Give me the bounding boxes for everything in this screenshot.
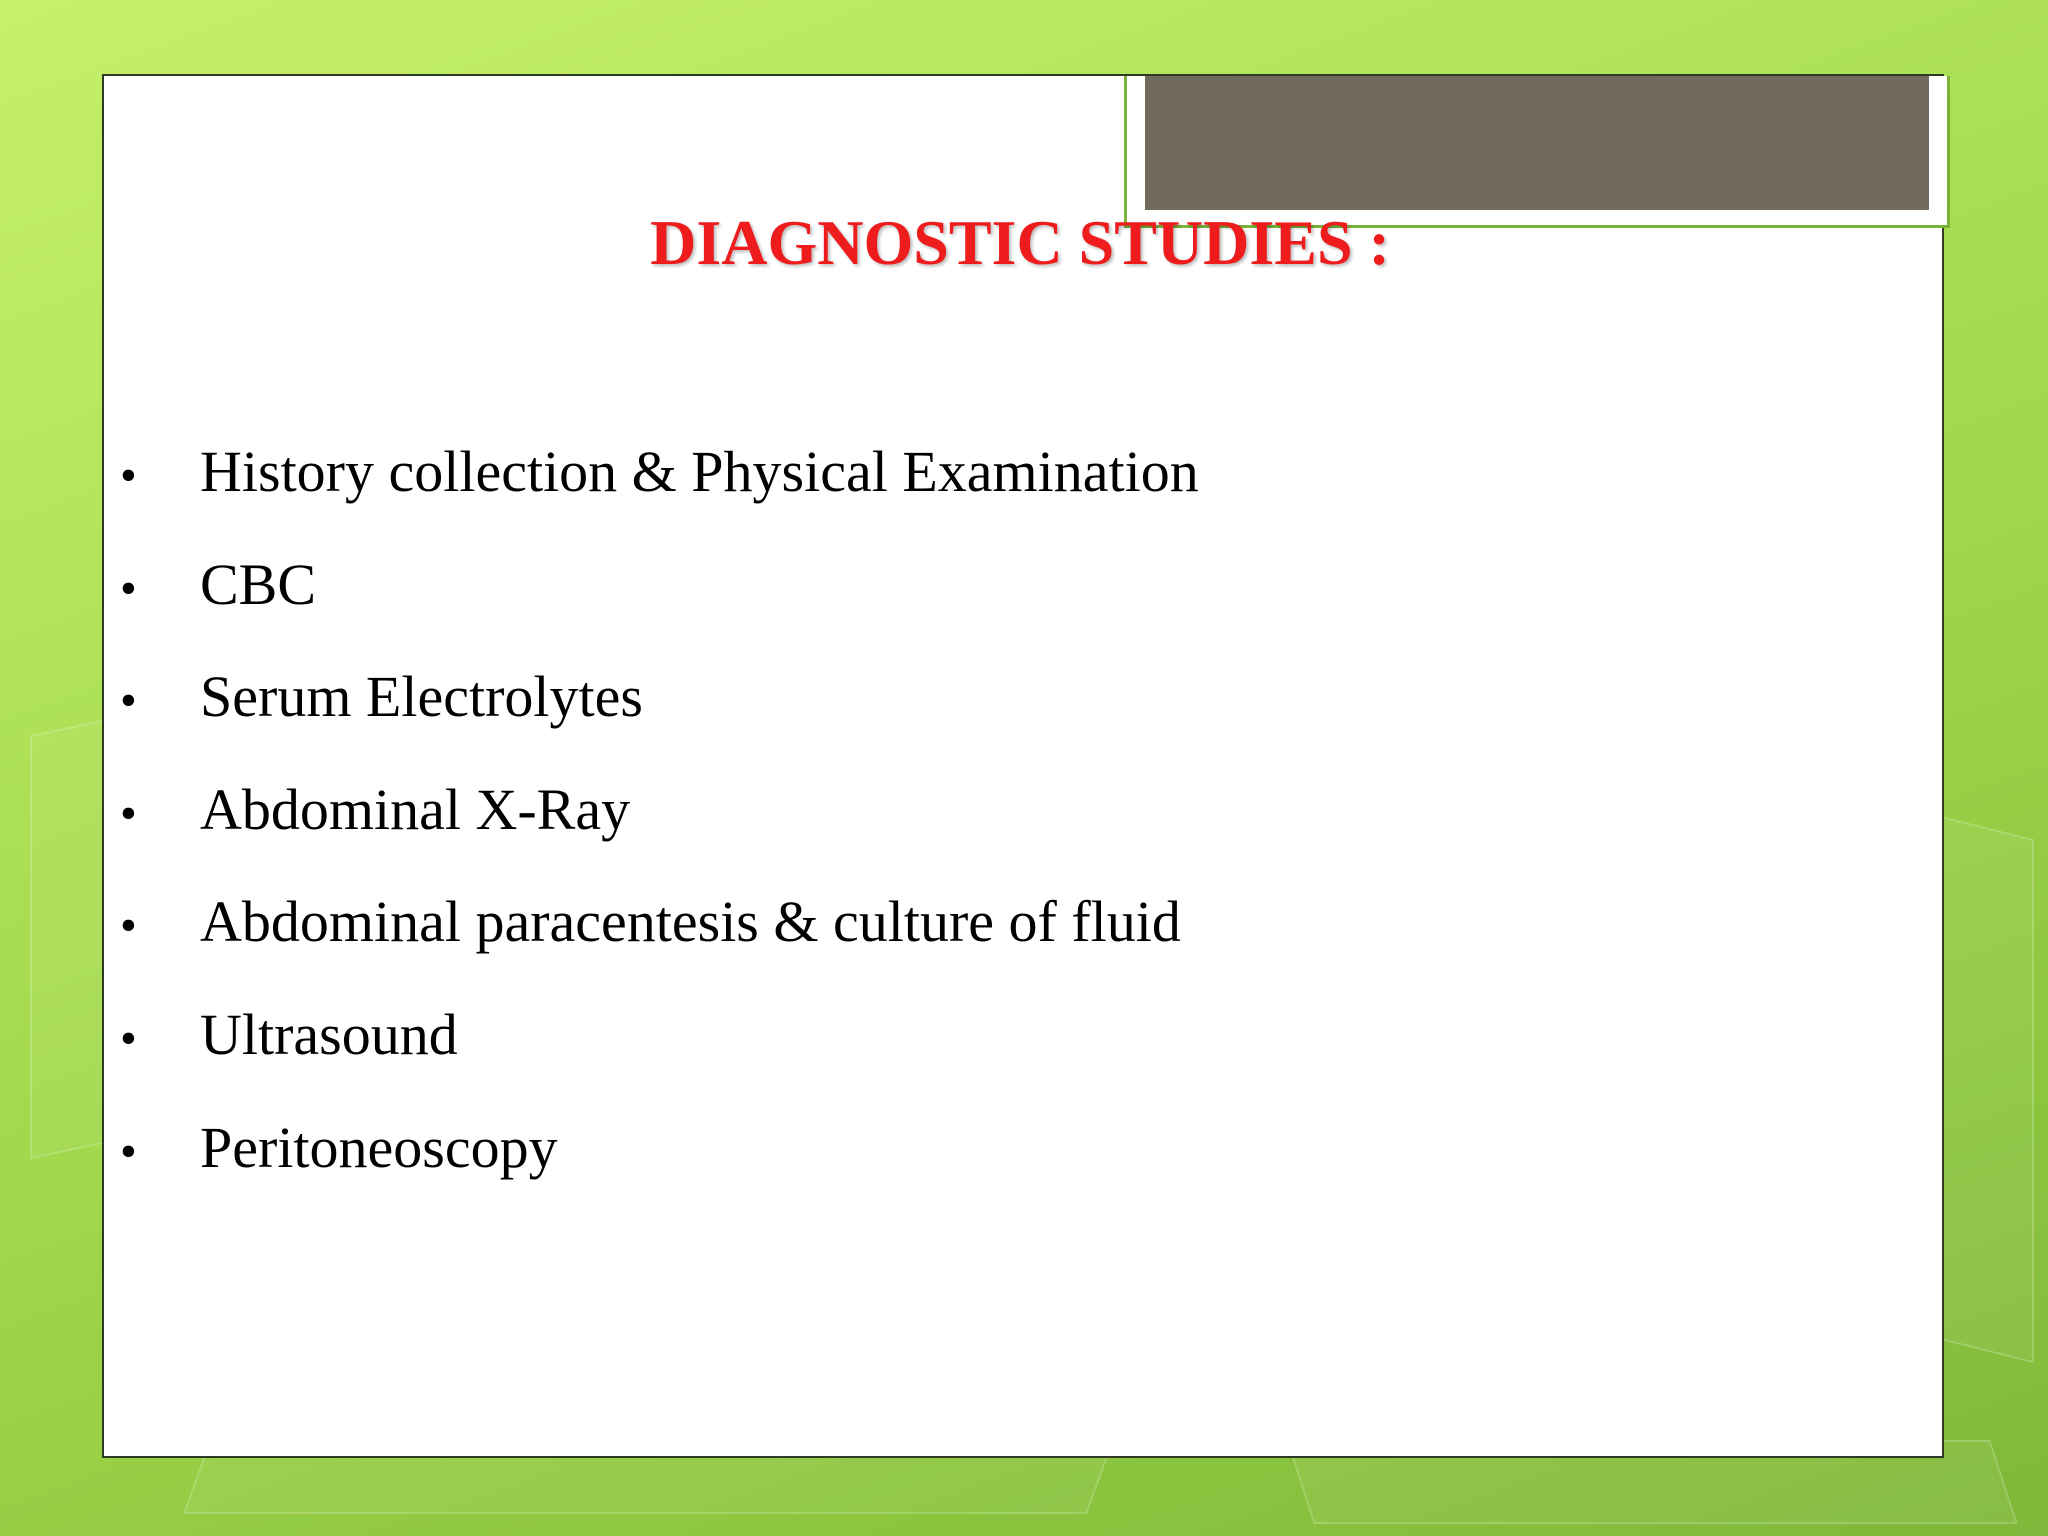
list-item xyxy=(120,545,1199,658)
list-item xyxy=(120,995,1199,1108)
slide-title: DIAGNOSTIC STUDIES : xyxy=(650,207,1390,278)
list-item xyxy=(120,770,1199,883)
list-item xyxy=(120,1108,1199,1221)
list-item-text: Abdominal paracentesis & culture of fluid xyxy=(200,889,1181,955)
list-item-text: CBC xyxy=(200,551,317,617)
bullet-icon: • xyxy=(120,561,137,615)
list-item-text: Abdominal X-Ray xyxy=(200,776,631,842)
title-tab-fill xyxy=(1145,76,1929,210)
bullet-icon: • xyxy=(120,1011,137,1065)
list-item-text: Peritoneoscopy xyxy=(200,1114,558,1180)
bullet-icon: • xyxy=(120,674,137,728)
list-item xyxy=(120,432,1199,545)
bullet-icon: • xyxy=(120,899,137,953)
list-item-text: Ultrasound xyxy=(200,1001,458,1067)
list-item xyxy=(120,657,1199,770)
bullet-icon: • xyxy=(120,786,137,840)
list-item-text: History collection & Physical Examination xyxy=(200,439,1199,504)
list-item xyxy=(120,882,1199,995)
list-item-text: Serum Electrolytes xyxy=(200,664,643,730)
bullet-icon: • xyxy=(120,1124,137,1178)
bullet-list xyxy=(120,432,1199,1220)
bullet-icon: • xyxy=(120,449,137,502)
